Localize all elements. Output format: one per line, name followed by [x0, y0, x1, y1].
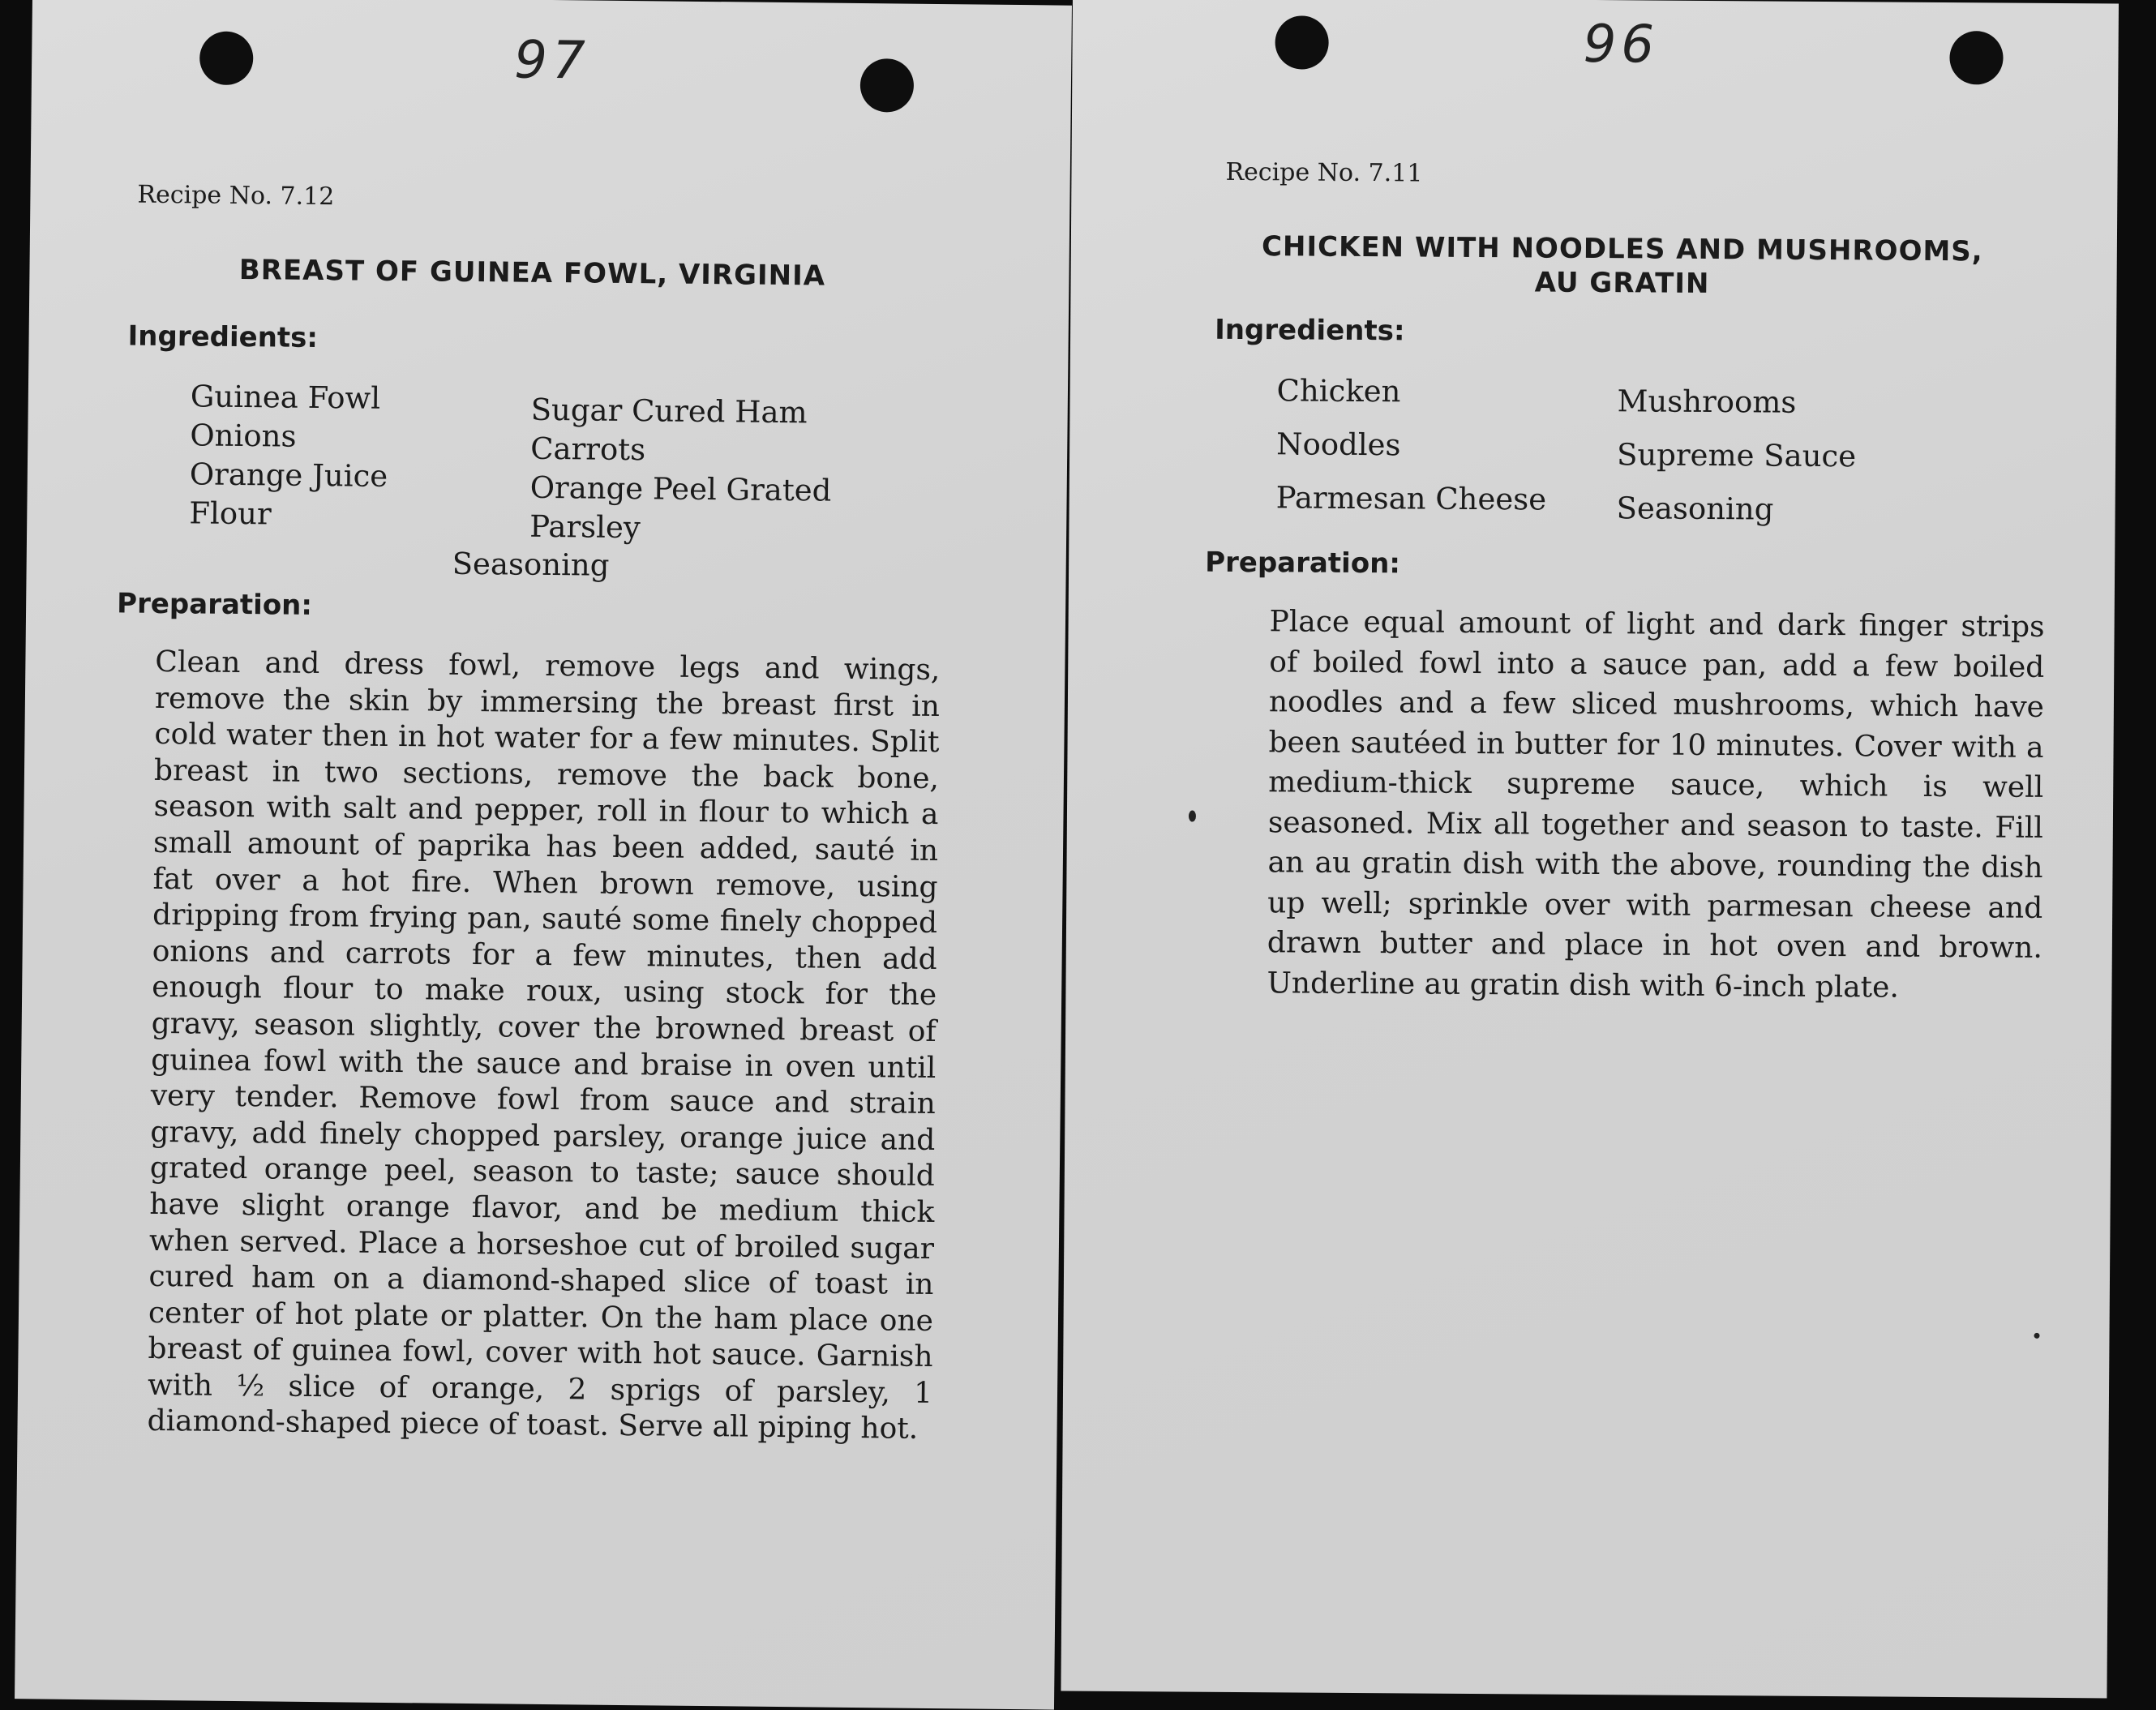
ingredient-item: Parmesan Cheese [1275, 480, 1547, 517]
preparation-text: Clean and dress fowl, remove legs and wings, remove the skin by immersing the breast first in cold water then in hot water for a few minutes. Split breast in two sections, remove the back bone, season with salt and pepper, roll in flour to which a small amount of paprika has been added, sauté in fat over a hot fire. When brown remove, using dripping from frying pan, sauté some finely chopped onions and carrots for a few minutes, then add enough flour to make roux, using stock for the gravy, season slightly, cover the browned breast of guinea fowl with the sauce and braise in oven until very tender. Remove fowl from sauce and strain gravy, add finely chopped parsley, orange juice and grated orange peel, season to taste; sauce should have slight orange flavor, and be medium thick when served. Place a horseshoe cut of broiled sugar cured ham on a diamond-shaped slice of toast in center of hot plate or platter. On the ham place one breast of guinea fowl, cover with hot sauce. Garnish with ½ slice of orange, 2 sprigs of parsley, 1 diamond-shaped piece of toast. Serve all piping hot. [147, 645, 941, 1446]
ingredient-item: Chicken [1276, 373, 1401, 409]
ingredients-column-1 [1275, 364, 1547, 526]
paper-speck [1189, 811, 1196, 822]
punch-hole [1949, 31, 2003, 84]
recipe-card-right [1061, 0, 2119, 1698]
punch-hole [860, 58, 915, 113]
recipe-title-line: AU GRATIN [1534, 266, 1710, 300]
ingredients-heading: Ingredients: [127, 319, 319, 354]
recipe-number: Recipe No. 7.12 [137, 180, 335, 212]
ingredient-item: Orange Juice [189, 456, 388, 494]
ingredient-item: Onions [190, 418, 297, 454]
paper-speck [2034, 1333, 2039, 1339]
handwritten-page-number: 97 [513, 30, 591, 92]
ingredients-column-1 [189, 377, 388, 535]
ingredient-item: Seasoning [452, 546, 610, 583]
recipe-title: BREAST OF GUINEA FOWL, VIRGINIA [238, 253, 826, 293]
preparation-text: Place equal amount of light and dark finger strips of boiled fowl into a sauce pan, add a few boiled noodles and a few sliced mushrooms, which have been sautéed in butter for 10 minutes. Cover with a medium-thick supreme sauce, which is well seasoned. Mix all together and season to taste. Fill an au gratin dish with the above, rounding the dish up well; sprinkle over with parmesan cheese and drawn butter and place in hot oven and brown. Underline au gratin dish with 6-inch plate. [1267, 605, 2045, 1005]
punch-hole [199, 31, 254, 85]
ingredients-column-2 [529, 391, 833, 550]
handwritten-page-number: 96 [1583, 14, 1660, 75]
preparation-heading: Preparation: [1205, 546, 1401, 581]
recipe-title [1208, 229, 2036, 303]
preparation-heading: Preparation: [116, 587, 313, 622]
recipe-number: Recipe No. 7.11 [1225, 157, 1423, 188]
ingredient-item: Sugar Cured Ham [530, 392, 808, 431]
ingredient-item: Orange Peel Grated [529, 469, 832, 508]
ingredient-item: Flour [189, 495, 272, 532]
ingredient-item: Noodles [1276, 426, 1401, 463]
recipe-card-left [15, 0, 1072, 1710]
recipe-title-line: CHICKEN WITH NOODLES AND MUSHROOMS, [1261, 230, 1983, 268]
ingredients-column-2 [1616, 375, 1856, 537]
ingredient-item: Carrots [529, 431, 646, 468]
ingredient-item: Mushrooms [1617, 384, 1797, 420]
ingredients-heading: Ingredients: [1215, 313, 1405, 348]
ingredient-item: Supreme Sauce [1616, 437, 1857, 474]
ingredient-item: Seasoning [1616, 491, 1774, 527]
ingredient-item: Guinea Fowl [190, 379, 381, 416]
punch-hole [1275, 15, 1328, 69]
ingredient-item: Parsley [529, 508, 641, 546]
